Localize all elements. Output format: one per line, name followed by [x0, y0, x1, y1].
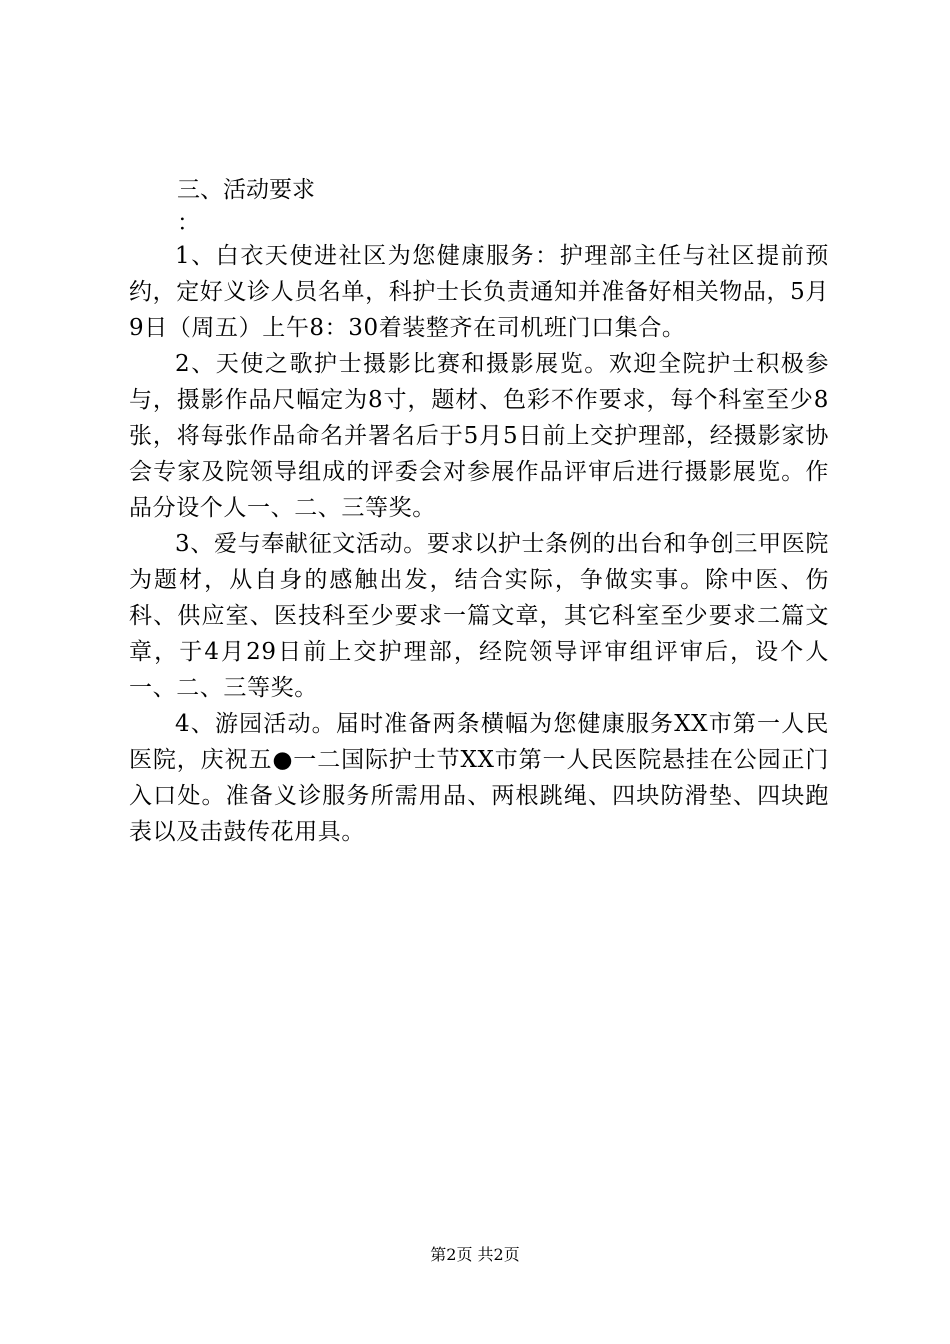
paragraph-community-service: 1、白衣天使进社区为您健康服务：护理部主任与社区提前预约，定好义诊人员名单，科护士长负责通知并准备好相关物品，5月9日（周五）上午8：30着装整齐在司机班门口集合。	[129, 243, 829, 341]
paragraph-garden-activity: 4、游园活动。届时准备两条横幅为您健康服务XX市第一人民医院，庆祝五●一二国际护士节XX市第一人民医院悬挂在公园正门入口处。准备义诊服务所需用品、两根跳绳、四块防滑垫、四块跑表以及击鼓传花用具。	[129, 711, 829, 845]
paragraph-photography-contest: 2、天使之歌护士摄影比赛和摄影展览。欢迎全院护士积极参与，摄影作品尺幅定为8寸，题材、色彩不作要求，每个科室至少8张，将每张作品命名并署名后于5月5日前上交护理部，经摄影家协会专家及院领导组成的评委会对参展作品评审后进行摄影展览。作品分设个人一、二、三等奖。	[129, 351, 829, 521]
page-footer: 第2页 共2页	[430, 1245, 520, 1264]
section-heading: 三、活动要求	[177, 177, 315, 203]
paragraph-essay-activity: 3、爱与奉献征文活动。要求以护士条例的出台和争创三甲医院为题材，从自身的感触出发，结合实际，争做实事。除中医、伤科、供应室、医技科至少要求一篇文章，其它科室至少要求二篇文章，于4月29日前上交护理部，经院领导评审组评审后，设个人一、二、三等奖。	[129, 531, 829, 701]
document-body	[129, 172, 829, 850]
colon-line: ：	[177, 210, 200, 236]
